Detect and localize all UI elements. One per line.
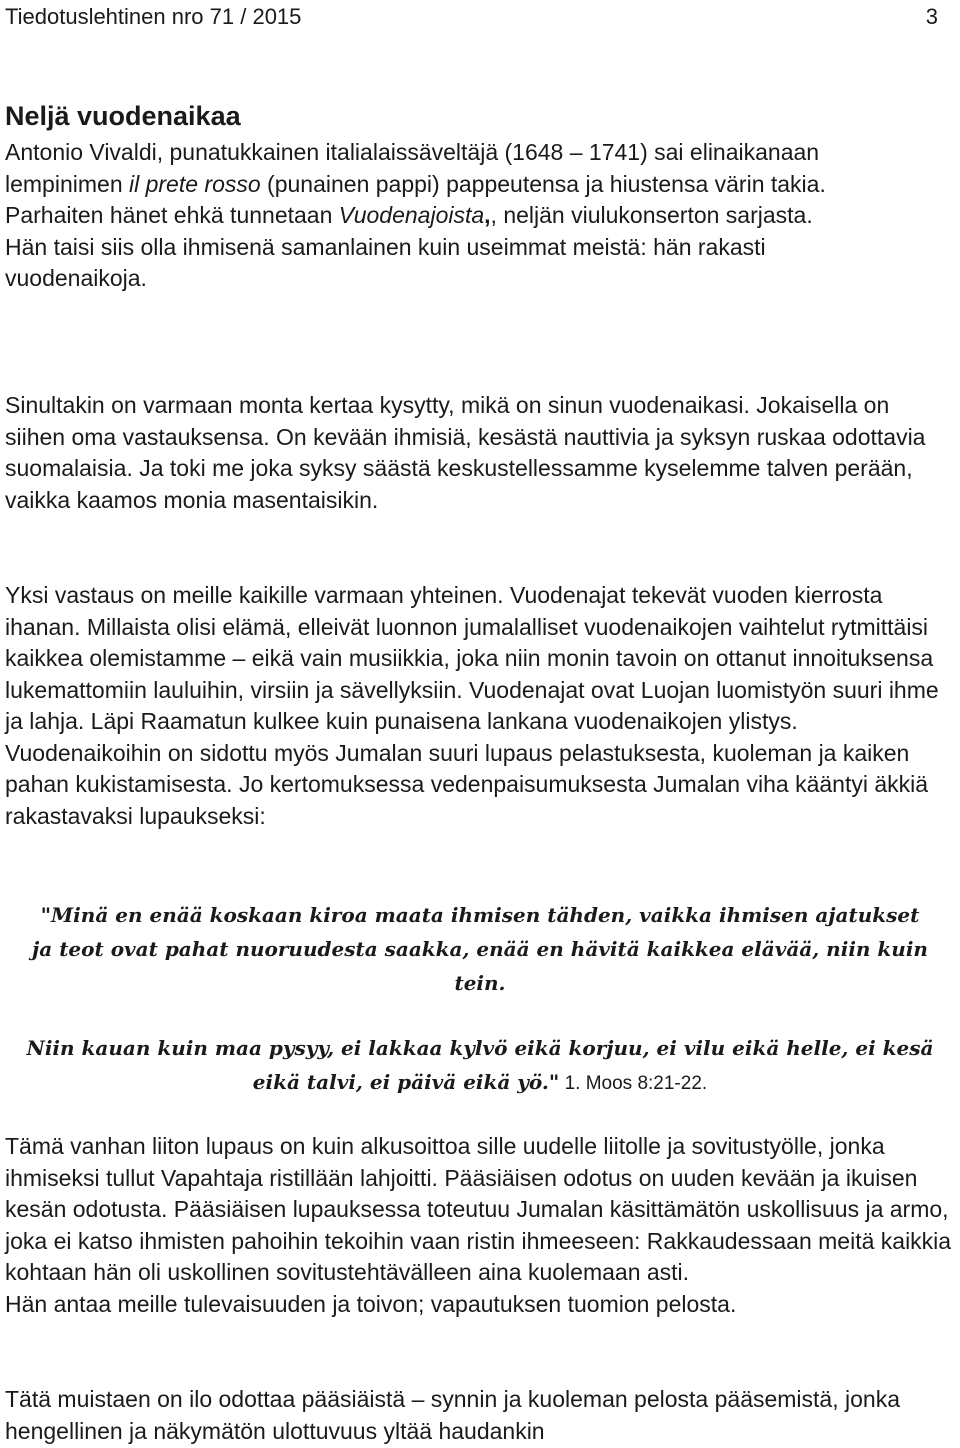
bible-quote-part-2 [0,1031,960,1101]
page-header [5,2,938,32]
quote-text-2: Niin kauan kuin maa pysyy, ei lakkaa kylvö eikä korjuu, ei vilu eikä helle, ei kesä eikä talvi, ei päivä eikä yö." [26,1036,934,1094]
covenant-text-a: Tämä vanhan liiton lupaus on kuin alkusoittoa sille uudelle liitolle ja sovitustyölle, jonka ihmiseksi tullut Vapahtaja ristillään lahjoitti. Pääsiäisen odotus on uuden kevään ja ikuisen kesän odotusta. Pääsiäisen lupauksessa toteutuu Jumalan käsittämätön uskollisuus ja armo, joka ei katso ihmisten pahoihin tekoihin vaan ristin ihmeeseen: Rakkaudessaan meitä kaikkia kohtaan hän oli uskollinen sovitustehtävälleen aina kuolemaan asti. [5,1133,952,1285]
page-number: 3 [925,4,938,29]
intro-text-e: Hän taisi siis olla ihmisenä samanlainen kuin useimmat meistä: hän rakasti vuodenaikoja. [5,233,766,291]
bible-quote-part-1 [0,898,960,1000]
intro-text-a: Antonio Vivaldi, punatukkainen italialaissäveltäjä (1648 – 1741) sai elinaikanaan lempinimen [5,139,820,197]
paragraph-common-answer: Yksi vastaus on meille kaikille varmaan yhteinen. Vuodenajat tekevät vuoden kierrosta ihanan. Millaista olisi elämä, elleivät luonnon jumalalliset vuodenaikojen vaihtelut rytmittäisi kaikkea olemistamme – eikä vain musiikkia, joka niin monin tavoin on ottanut innoituksensa lukemattomiin lauluihin, virsiin ja sävellyksiin. Vuodenajat ovat Luojan luomistyön suuri ihme ja lahja. Läpi Raamatun kulkee kuin punaisena lankana vuodenaikojen ylistys. Vuodenaikoihin on sidottu myös Jumalan suuri lupaus pelastuksesta, kuoleman ja kaiken pahan kukistamisesta. Jo kertomuksessa vedenpaisumuksesta Jumalan viha kääntyi äkkiä rakastavaksi lupaukseksi: [5,582,939,829]
paragraph-intro: Antonio Vivaldi, punatukkainen italialaissäveltäjä (1648 – 1741) sai elinaikanaan lempinimen il prete rosso (punainen pappi) pappeutensa ja hiustensa värin takia. Parhaiten hänet ehkä tunnetaan Vuodenajoista,, neljän viulukonserton sarjasta. Hän taisi siis olla ihmisenä samanlainen kuin useimmat meistä: hän rakasti vuodenaikoja. [5,139,826,291]
intro-text-d: , neljän viulukonserton sarjasta. [490,202,813,228]
paragraph-seasons-question: Sinultakin on varmaan monta kertaa kysytty, mikä on sinun vuodenaikasi. Jokaisella on siihen oma vastauksensa. On kevään ihmisiä, kesästä nauttivia ja syksyn ruskaa odottavia suomalaisia. Ja toki me joka syksy säästä keskustellessamme kyselemme talven perään, vaikka kaamos monia masentaisikin. [5,392,926,513]
quote-reference: 1. Moos 8:21-22. [559,1073,708,1094]
quote-text-1: "Minä en enää koskaan kiroa maata ihmisen tähden, vaikka ihmisen ajatukset ja teot ovat pahat nuoruudesta saakka, enää en hävitä kaikkea elävää, niin kuin tein. [32,903,928,995]
paragraph-easter: Tätä muistaen on ilo odottaa pääsiäistä – synnin ja kuoleman pelosta pääsemistä, jonka hengellinen ja näkymätön ulottuvuus yltää haudankin [5,1386,900,1444]
paragraph-new-covenant [5,1131,955,1320]
covenant-text-b: Hän antaa meille tulevaisuuden ja toivon; vapautuksen tuomion pelosta. [5,1290,737,1317]
nickname: il prete rosso [129,170,261,197]
publication-title: Tiedotuslehtinen nro 71 / 2015 [5,4,302,29]
intro-text-b: (punainen pappi) pappeutensa ja hiustensa värin takia. [260,170,826,197]
article-title: Neljä vuodenaikaa [5,101,241,131]
intro-text-c: Parhaiten hänet ehkä tunnetaan [5,202,339,228]
work-title: Vuodenajoista [338,202,485,228]
